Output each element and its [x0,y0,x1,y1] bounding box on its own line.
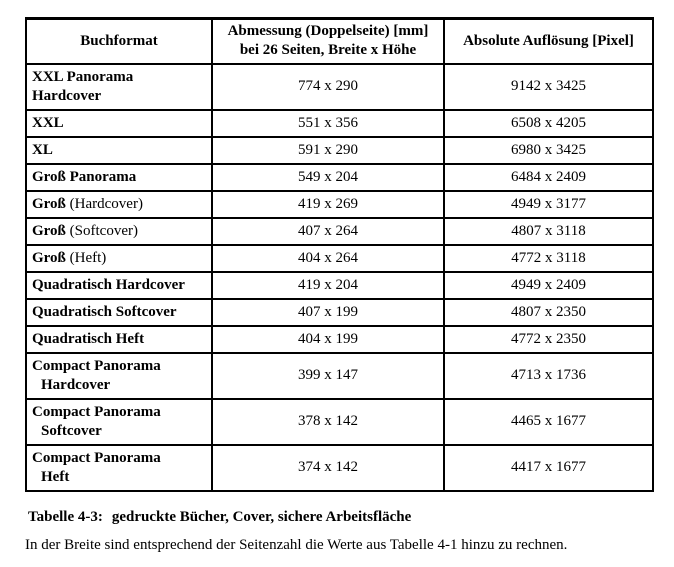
book-format-name-line: XL [32,141,53,158]
book-format-name-line: Compact Panorama [32,357,161,374]
resolution-pixel-cell: 4713 x 1736 [444,353,653,399]
book-format-table [25,17,654,492]
book-format-name-line: XXL Panorama [32,68,134,85]
dimensions-mm-cell: 407 x 199 [212,299,444,326]
book-format-name-line: Groß Panorama [32,168,137,185]
book-format-name-line: Hardcover [32,87,102,104]
dimensions-mm-cell: 399 x 147 [212,353,444,399]
col-header-aufloesung: Absolute Auflösung [Pixel] [444,19,653,64]
dimensions-mm-cell: 407 x 264 [212,218,444,245]
table-row [26,164,653,191]
resolution-pixel-cell: 9142 x 3425 [444,64,653,110]
header-row [26,19,653,64]
book-format-cell [26,299,212,326]
book-format-name-line: Quadratisch Softcover [32,303,177,320]
col-header-abmessung-line2: bei 26 Seiten, Breite x Höhe [239,42,417,59]
table-row [26,218,653,245]
book-format-name-line: Heft [41,468,70,485]
resolution-pixel-cell: 4807 x 3118 [444,218,653,245]
table-row [26,110,653,137]
book-format-name-line: Quadratisch Heft [32,330,145,347]
table-row [26,137,653,164]
dimensions-mm-cell: 404 x 199 [212,326,444,353]
table-body [26,64,653,491]
book-format-name-line: Groß (Hardcover) [32,195,143,212]
book-format-name-line: Compact Panorama [32,449,161,466]
dimensions-mm-cell: 419 x 204 [212,272,444,299]
resolution-pixel-cell: 6980 x 3425 [444,137,653,164]
book-format-name-line: Quadratisch Hardcover [32,276,185,293]
book-format-cell [26,164,212,191]
resolution-pixel-cell: 4772 x 2350 [444,326,653,353]
book-format-cell [26,64,212,110]
table-caption-text: gedruckte Bücher, Cover, sichere Arbeitsfläche [111,508,412,525]
table-row [26,326,653,353]
table-row [26,272,653,299]
resolution-pixel-cell: 4772 x 3118 [444,245,653,272]
book-format-cell [26,218,212,245]
dimensions-mm-cell: 374 x 142 [212,445,444,491]
table-row [26,399,653,445]
book-format-cell [26,245,212,272]
book-format-cell [26,445,212,491]
table-row [26,245,653,272]
resolution-pixel-cell: 6484 x 2409 [444,164,653,191]
book-format-name-line: XXL [32,114,64,131]
table-row [26,445,653,491]
dimensions-mm-cell: 551 x 356 [212,110,444,137]
table-caption [28,509,652,526]
col-header-buchformat: Buchformat [26,19,212,64]
book-format-cell [26,326,212,353]
col-header-abmessung-line1: Abmessung (Doppelseite) [mm] [227,23,429,40]
book-format-name-line: Compact Panorama [32,403,161,420]
book-format-cell [26,399,212,445]
dimensions-mm-cell: 591 x 290 [212,137,444,164]
book-format-name-line: Softcover [41,422,102,439]
dimensions-mm-cell: 378 x 142 [212,399,444,445]
book-format-cell [26,137,212,164]
table-row [26,191,653,218]
book-format-cell [26,191,212,218]
book-format-name-line: Hardcover [41,376,111,393]
resolution-pixel-cell: 6508 x 4205 [444,110,653,137]
table-header [26,19,653,64]
dimensions-mm-cell: 774 x 290 [212,64,444,110]
table-caption-label: Tabelle 4-3: [28,508,103,525]
book-format-name-line: Groß (Softcover) [32,222,138,239]
dimensions-mm-cell: 549 x 204 [212,164,444,191]
col-header-abmessung [212,19,444,64]
footnote-text: In der Breite sind entsprechend der Seitenzahl die Werte aus Tabelle 4-1 hinzu zu rechnen. [25,536,568,553]
dimensions-mm-cell: 419 x 269 [212,191,444,218]
resolution-pixel-cell: 4465 x 1677 [444,399,653,445]
table-row [26,64,653,110]
resolution-pixel-cell: 4417 x 1677 [444,445,653,491]
table-row [26,353,653,399]
resolution-pixel-cell: 4949 x 2409 [444,272,653,299]
book-format-cell [26,110,212,137]
resolution-pixel-cell: 4807 x 2350 [444,299,653,326]
book-format-cell [26,272,212,299]
resolution-pixel-cell: 4949 x 3177 [444,191,653,218]
book-format-cell [26,353,212,399]
book-format-name-line: Groß (Heft) [32,249,107,266]
table-row [26,299,653,326]
dimensions-mm-cell: 404 x 264 [212,245,444,272]
